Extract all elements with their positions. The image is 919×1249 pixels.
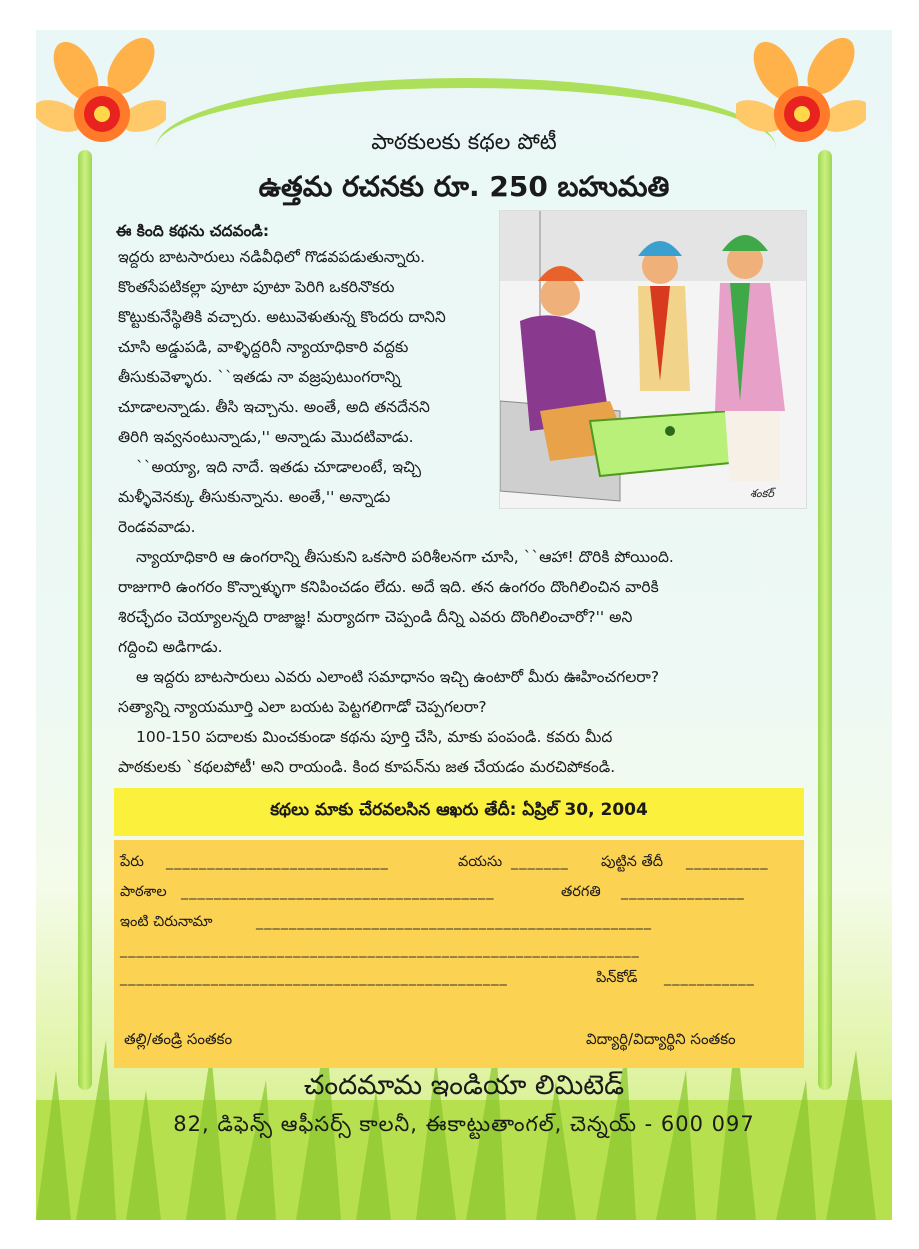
pincode-label: పిన్‌కోడ్	[596, 970, 638, 986]
class-label: తరగతి	[561, 884, 601, 900]
story-line: తిరిగి ఇవ్వనంటున్నాడు,'' అన్నాడు మొదటివాడు.	[118, 428, 414, 446]
school-field[interactable]: ______________________________________	[181, 884, 495, 900]
student-signature-label: విద్యార్థి/విద్యార్థిని సంతకం	[586, 1030, 736, 1048]
story-illustration	[499, 210, 807, 509]
story-line: శిరచ్ఛేదం చెయ్యాలన్నది రాజాజ్ఞ! మర్యాదగా చెప్పండి దీన్ని ఎవరు దొంగిలించారో?'' అని	[118, 608, 633, 626]
class-field[interactable]: _______________	[621, 884, 745, 900]
story-line: ఇద్దరు బాటసారులు నడివీధిలో గొడవపడుతున్నారు.	[118, 248, 426, 266]
publisher-name: చందమామ ఇండియా లిమిటెడ్	[303, 1070, 625, 1101]
vine-left	[78, 150, 92, 1090]
dob-label: పుట్టిన తేదీ	[601, 854, 663, 870]
story-line: సత్యాన్ని న్యాయమూర్తి ఎలా బయట పెట్టగలిగాడో చెప్పగలరా?	[118, 698, 487, 716]
story-line: పాఠకులకు `కథలపోటీ' అని రాయండి. కింద కూపన్‌ను జత చేయడం మరచిపోకండి.	[118, 758, 616, 776]
story-line: న్యాయాధికారి ఆ ఉంగరాన్ని తీసుకుని ఒకసారి పరిశీలనగా చూసి, ``ఆహా! దొరికి పోయింది.	[136, 548, 674, 566]
story-line: కొంతసేపటికల్లా పూటా పూటా పెరిగి ఒకరినొకరు	[118, 278, 395, 296]
story-line: 100-150 పదాలకు మించకుండా కథను పూర్తి చేసి, మాకు పంపండి. కవరు మీద	[136, 728, 613, 746]
address-field-line1[interactable]: ________________________________________________	[256, 914, 652, 930]
school-label: పాఠశాల	[120, 884, 167, 900]
story-line: తీసుకువెళ్ళారు. ``ఇతడు నా వజ్రపుటుంగరాన్ని	[118, 368, 401, 386]
illustration-drawing	[500, 211, 806, 508]
contest-page	[36, 30, 892, 1220]
story-line: ఆ ఇద్దరు బాటసారులు ఎవరు ఎలాంటి సమాధానం ఇచ్చి ఉంటారో మీరు ఊహించగలరా?	[136, 668, 660, 686]
name-label: పేరు	[120, 854, 144, 870]
pincode-field[interactable]: ___________	[664, 970, 755, 986]
prize-title: ఉత్తమ రచనకు రూ. 250 బహుమతి	[258, 170, 670, 203]
story-line: మళ్ళీవెనక్కు తీసుకున్నాను. అంతే,'' అన్నాడు	[118, 488, 391, 506]
contest-title: పాఠకులకు కథల పోటీ	[371, 130, 557, 155]
story-line: చూసి అడ్డుపడి, వాళ్ళిద్దరినీ న్యాయాధికారి వద్దకు	[118, 338, 409, 356]
address-field-line2[interactable]: _______________________________________________________________	[120, 942, 640, 958]
deadline-text: కథలు మాకు చేరవలసిన ఆఖరు తేదీ: ఏప్రిల్ 30, 2004	[270, 800, 648, 820]
illustration-signature: శంకర్	[750, 487, 774, 500]
age-label: వయసు	[458, 854, 503, 870]
story-line: కొట్టుకునేస్థితికి వచ్చారు. అటువెళుతున్న కొందరు దానిని	[118, 308, 446, 326]
publisher-address: 82, డిఫెన్స్ ఆఫీసర్స్ కాలనీ, ఈకాట్టుతాంగల్, చెన్నయ్ - 600 097	[173, 1112, 755, 1136]
story-line: రాజుగారి ఉంగరం కొన్నాళ్ళుగా కనిపించడం లేదు. అదే ఇది. తన ఉంగరం దొంగిలించిన వారికి	[118, 578, 659, 596]
story-line: ``అయ్యా, ఇది నాదే. ఇతడు చూడాలంటే, ఇచ్చి	[136, 458, 422, 476]
name-field[interactable]: ___________________________	[166, 854, 389, 870]
story-line: చూడాలన్నాడు. తీసి ఇచ్చాను. అంతే, అది తనదేనని	[118, 398, 430, 416]
story-intro: ఈ కింది కథను చదవండి:	[116, 222, 270, 240]
vine-right	[818, 150, 832, 1090]
address-field-line3[interactable]: _______________________________________________	[120, 970, 508, 986]
story-line: గద్దించి అడిగాడు.	[118, 638, 223, 656]
address-label: ఇంటి చిరునామా	[120, 914, 213, 930]
parent-signature-label: తల్లి/తండ్రి సంతకం	[124, 1030, 233, 1048]
dob-field[interactable]: __________	[686, 854, 769, 870]
age-field[interactable]: _______	[511, 854, 569, 870]
story-line: రెండవవాడు.	[118, 518, 196, 536]
